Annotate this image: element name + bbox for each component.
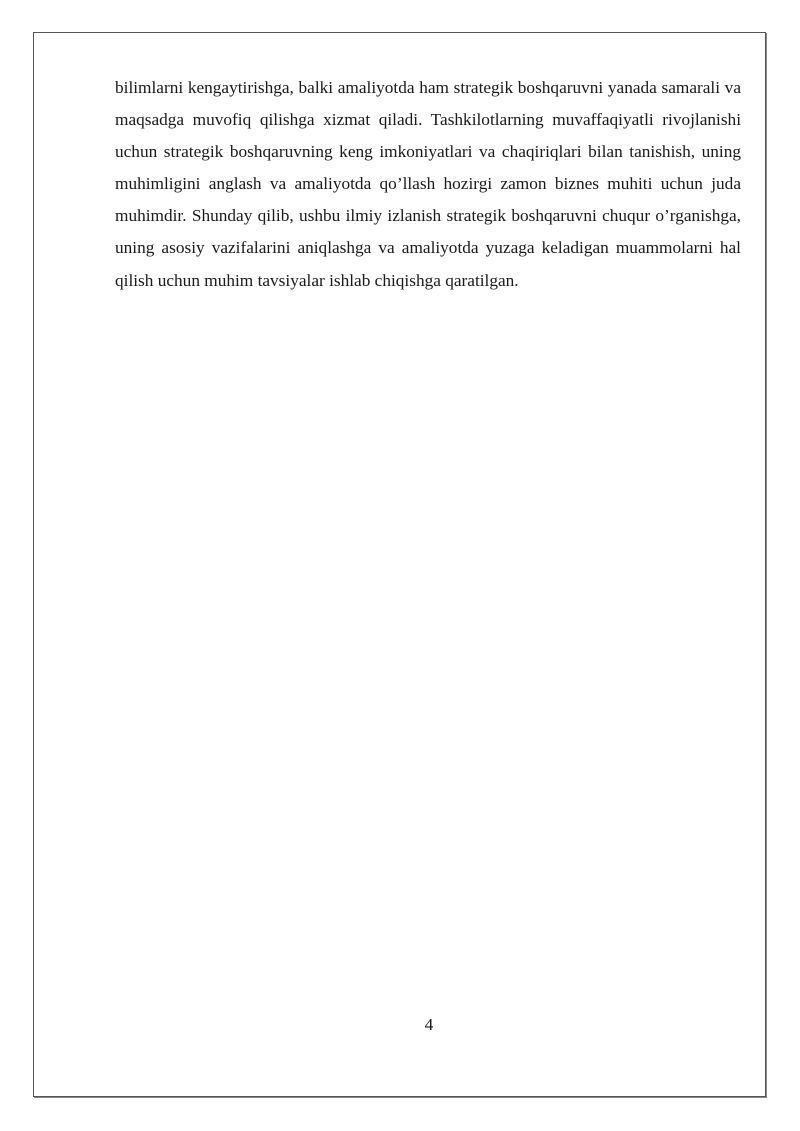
page-number: 4 [424, 1015, 434, 1034]
body-paragraph: bilimlarni kengaytirishga, balki amaliyotda ham strategik boshqaruvni yanada samarali va maqsadga muvofiq qilishga xizmat qiladi. Tashkilotlarning muvaffaqiyatli rivojlanishi uchun strategik boshqaruvning keng imkoniyatlari va chaqiriqlari bilan tanishish, uning muhimligini anglash va amaliyotda qo’llash hozirgi zamon biznes muhiti uchun juda muhimdir. Shunday qilib, ushbu ilmiy izlanish strategik boshqaruvni chuqur o’rganishga, uning asosiy vazifalarini aniqlashga va amaliyotda yuzaga keladigan muammolarni hal qilish uchun muhim tavsiyalar ishlab chiqishga qaratilgan. [115, 78, 741, 290]
